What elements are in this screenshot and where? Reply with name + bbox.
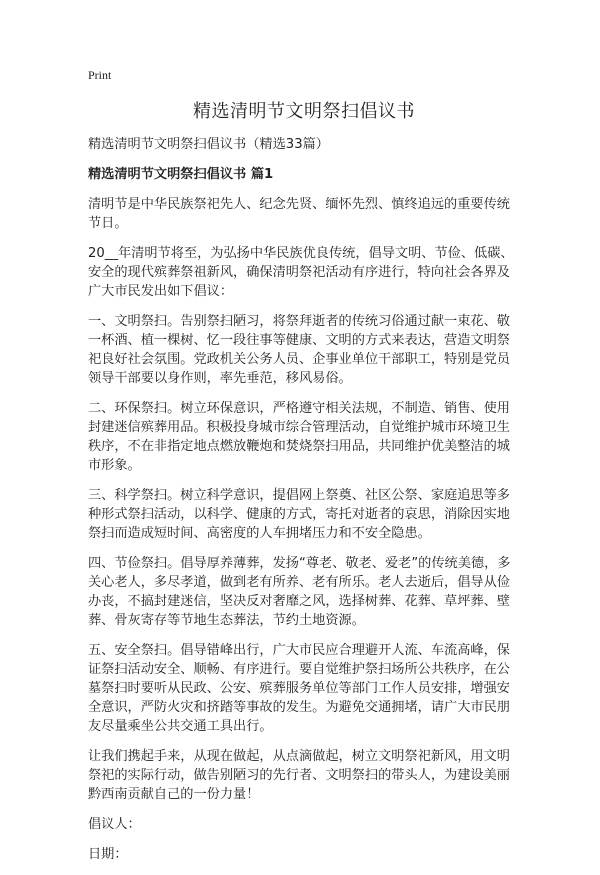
section-heading: 精选清明节文明祭扫倡议书 篇1	[88, 167, 274, 182]
signer-label: 倡议人：	[88, 817, 141, 832]
paragraph: 二、环保祭扫。树立环保意识，严格遵守相关法规，不制造、销售、使用封建迷信殡葬用品。积极投身城市综合管理活动，自觉维护城市环境卫生秩序，不在非指定地点燃放鞭炮和焚烧祭扫用品，共同维护优美整洁的城市形象。	[88, 401, 510, 473]
paragraph: 20__年清明节将至，为弘扬中华民族优良传统，倡导文明、节俭、低碳、安全的现代殡葬祭祖新风，确保清明祭祀活动有序进行，特向社会各界及广大市民发出如下倡议：	[88, 246, 514, 299]
paragraph: 四、节俭祭扫。倡导厚养薄葬，发扬“尊老、敬老、爱老”的传统美德，多关心老人，多尽孝道，做到老有所养、老有所乐。老人去逝后，倡导从俭办丧，不搞封建迷信，坚决反对奢靡之风，选择树葬、花葬、草坪葬、壁葬、骨灰寄存等节地生态葬法，节约土地资源。	[88, 556, 511, 628]
print-label: Print	[88, 68, 112, 82]
document-subtitle: 精选清明节文明祭扫倡议书（精选33篇）	[88, 137, 329, 152]
document-page	[88, 68, 520, 875]
paragraph: 三、科学祭扫。树立科学意识，提倡网上祭奠、社区公祭、家庭追思等多种形式祭扫活动，以科学、健康的方式，寄托对逝者的哀思，消除因实地祭扫而造成短时间、高密度的人车拥堵压力和不安全隐患。	[88, 488, 510, 541]
paragraph: 一、文明祭扫。告别祭扫陋习，将祭拜逝者的传统习俗通过献一束花、敬一杯酒、植一棵树、忆一段往事等健康、文明的方式来表达，营造文明祭祀良好社会氛围。党政机关公务人员、企事业单位干部职工，特别是党员领导干部要以身作则，率先垂范，移风易俗。	[88, 314, 510, 386]
paragraph: 五、安全祭扫。倡导错峰出行，广大市民应合理避开人流、车流高峰，保证祭扫活动安全、顺畅、有序进行。要自觉维护祭扫场所公共秩序，在公墓祭扫时要听从民政、公安、殡葬服务单位等部门工作人员安排，增强安全意识，严防火灾和挤踏等事故的发生。为避免交通拥堵，请广大市民朋友尽量乘坐公共交通工具出行。	[88, 643, 510, 734]
date-label: 日期：	[88, 847, 128, 862]
paragraph: 清明节是中华民族祭祀先人、纪念先贤、缅怀先烈、慎终追远的重要传统节日。	[88, 197, 510, 231]
paragraph: 让我们携起手来，从现在做起，从点滴做起，树立文明祭祀新风，用文明祭祀的实际行动，做告别陋习的先行者、文明祭扫的带头人，为建设美丽黔西南贡献自己的一份力量！	[88, 749, 510, 802]
document-title: 精选清明节文明祭扫倡议书	[193, 101, 415, 122]
